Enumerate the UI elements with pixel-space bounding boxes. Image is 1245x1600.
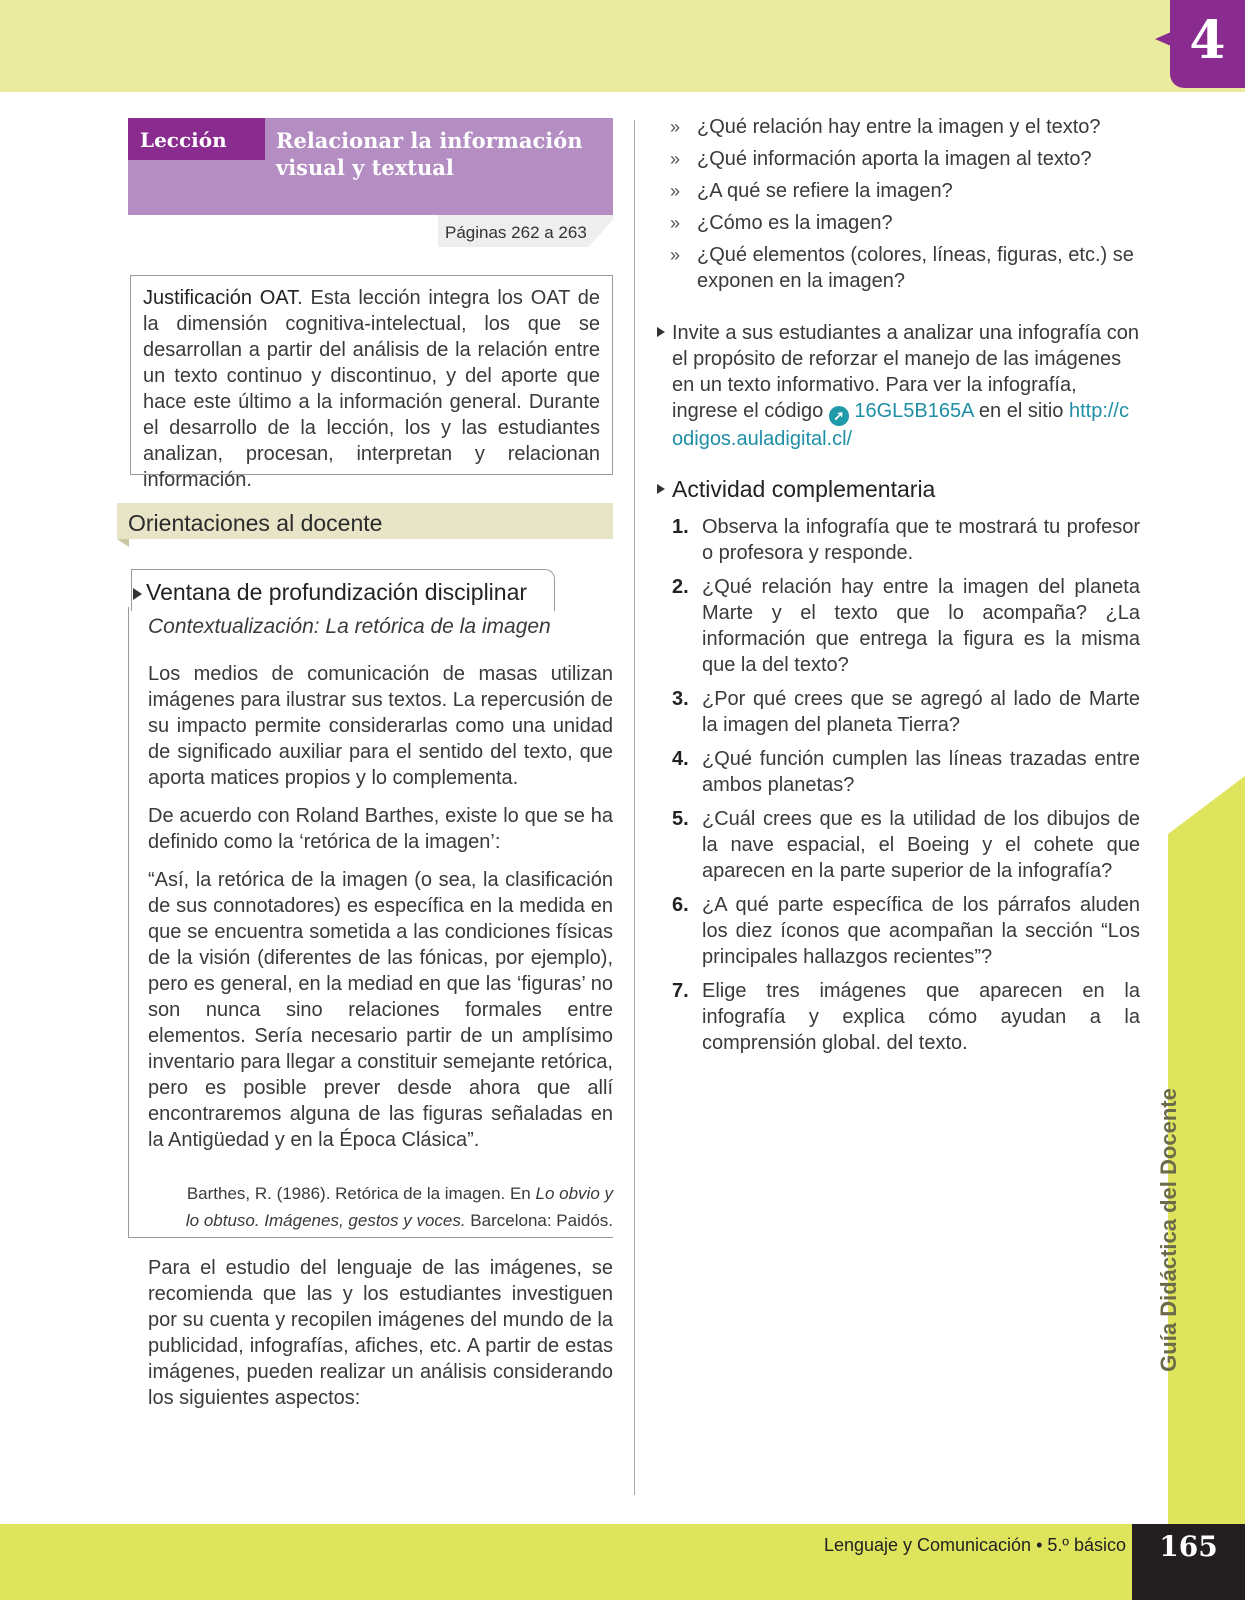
orientaciones-title: Orientaciones al docente [128,510,383,536]
header-band [0,0,1245,92]
orientaciones-fold [117,539,129,547]
ventana-paragraph: De acuerdo con Roland Barthes, existe lo que se ha definido como la ‘retórica de la imagen’: [148,805,613,853]
actividad-number: 6. [672,894,689,916]
actividad-title: Actividad complementaria [672,476,936,502]
question-list [670,114,1140,300]
footer-subject: Lenguaje y Comunicación • 5.º básico [823,1535,1126,1555]
actividad-text: Elige tres imágenes que aparecen en la infografía y explica cómo ayudan a la comprensión global. del texto. [702,980,1140,1054]
ventana-quote: “Así, la retórica de la imagen (o sea, la clasificación de sus connotadores) es específica en la medida en que se encuentra sometida a las condiciones físicas de la visión (diferentes de las fónicas, por ejemplo), pero es general, en la mediad en que las ‘figuras’ no son nunca sino relaciones formales entre elementos. Sería necesario partir de un amplísimo inventario para llegar a constituir semejante retórica, pero es posible prever desde ahora que allí encontraremos alguna de las figuras señaladas en la Antigüedad y en la Época Clásica”. [148,869,613,1151]
study-paragraph-block [148,1255,613,1411]
chevron-bullet-icon: » [670,245,681,265]
column-divider [634,120,635,1495]
question-text: ¿Qué elementos (colores, líneas, figuras, etc.) se exponen en la imagen? [697,244,1134,292]
question-text: ¿A qué se refiere la imagen? [697,180,953,202]
chapter-number: 4 [1189,10,1226,71]
question-item [670,242,1140,294]
invite-text-middle: en el sitio [973,400,1069,422]
study-paragraph: Para el estudio del lenguaje de las imágenes, se recomienda que las y los estudiantes investiguen por su cuenta y recopilen imágenes del mundo de la publicidad, infografías, afiches, etc. A partir de estas imágenes, pueden realizar un análisis considerando los siguientes aspectos: [148,1257,613,1409]
side-title: Guía Didáctica del Docente [1156,1088,1181,1372]
chapter-tab-notch [1155,32,1171,46]
lesson-title: Relacionar la información visual y textual [276,128,583,180]
chevron-bullet-icon: » [670,117,681,137]
actividad-number: 3. [672,688,689,710]
citation-suffix: Barcelona: Paidós. [465,1211,613,1230]
citation-title: Lo obvio y lo obtuso. Imágenes, gestos y voces. [185,1184,613,1230]
invite-text: Invite a sus estudiantes a analizar una infografía con el propósito de reforzar el manejo de las imágenes en un texto informativo. Para ver la infografía, ingrese el código [672,322,1139,422]
triangle-bullet-icon [657,327,665,337]
oat-box [130,275,613,491]
question-item [670,114,1140,140]
question-item [670,146,1140,172]
site-link[interactable]: http://codigos.auladigital.cl/ [672,400,1129,450]
actividad-item [672,514,1140,566]
ventana-paragraph: Los medios de comunicación de masas utilizan imágenes para ilustrar sus textos. La repercusión de su impacto permite considerarlas como una unidad de significado auxiliar para el sentido del texto, que aporta matices propios y lo complementa. [148,663,613,789]
oat-heading: Justificación OAT [143,287,298,309]
actividad-number: 4. [672,748,689,770]
triangle-bullet-icon [657,484,665,494]
actividad-list [672,514,1140,1064]
ventana-title: Ventana de profundización disciplinar [146,579,528,605]
actividad-number: 7. [672,980,689,1002]
actividad-text: Observa la infografía que te mostrará tu profesor o profesora y responde. [702,516,1140,564]
chevron-bullet-icon: » [670,181,681,201]
ventana-body [148,661,613,1165]
actividad-text: ¿Qué función cumplen las líneas trazadas entre ambos planetas? [702,748,1140,796]
oat-text: . Esta lección integra los OAT de la dimensión cognitiva-intelectual, los que se desarrollan a partir del análisis de la relación entre un texto continuo y discontinuo, y del aporte que hace este último a la información general. Durante el desarrollo de la lección, los y las estudiantes analizan, procesan, interpretan y relacionan información. [143,287,601,491]
code-link[interactable]: 16GL5B165A [854,400,974,422]
actividad-item [672,686,1140,738]
question-item [670,210,1140,236]
actividad-number: 2. [672,576,689,598]
question-text: ¿Qué información aporta la imagen al texto? [697,148,1092,170]
actividad-item [672,806,1140,884]
chevron-bullet-icon: » [670,149,681,169]
actividad-item [672,978,1140,1056]
actividad-item [672,892,1140,970]
actividad-text: ¿Por qué crees que se agregó al lado de Marte la imagen del planeta Tierra? [702,688,1140,736]
chevron-bullet-icon: » [670,213,681,233]
actividad-text: ¿Qué relación hay entre la imagen del planeta Marte y el texto que lo acompaña? ¿La información que entrega la figura es la misma que la del texto? [702,576,1140,676]
citation [170,1180,613,1234]
question-text: ¿Cómo es la imagen? [697,212,893,234]
question-item [670,178,1140,204]
actividad-item [672,574,1140,678]
page-number: 165 [1132,1524,1245,1600]
actividad-text: ¿Cuál crees que es la utilidad de los dibujos de la nave espacial, el Boeing y el cohete que aparecen en la parte superior de la infografía? [702,808,1140,882]
actividad-number: 5. [672,808,689,830]
code-arrow-icon: ➚ [829,406,849,426]
triangle-bullet-icon [133,588,142,600]
question-text: ¿Qué relación hay entre la imagen y el texto? [697,116,1101,138]
ventana-subtitle: Contextualización: La retórica de la imagen [148,615,551,638]
actividad-text: ¿A qué parte específica de los párrafos aluden los diez íconos que acompañan la sección “Los principales hallazgos recientes”? [702,894,1140,968]
lesson-label: Lección [128,118,265,160]
actividad-item [672,746,1140,798]
lesson-pages: Páginas 262 a 263 [445,223,587,242]
actividad-number: 1. [672,516,689,538]
invite-paragraph [672,320,1140,452]
citation-prefix: Barthes, R. (1986). Retórica de la imagen. En [186,1184,536,1203]
